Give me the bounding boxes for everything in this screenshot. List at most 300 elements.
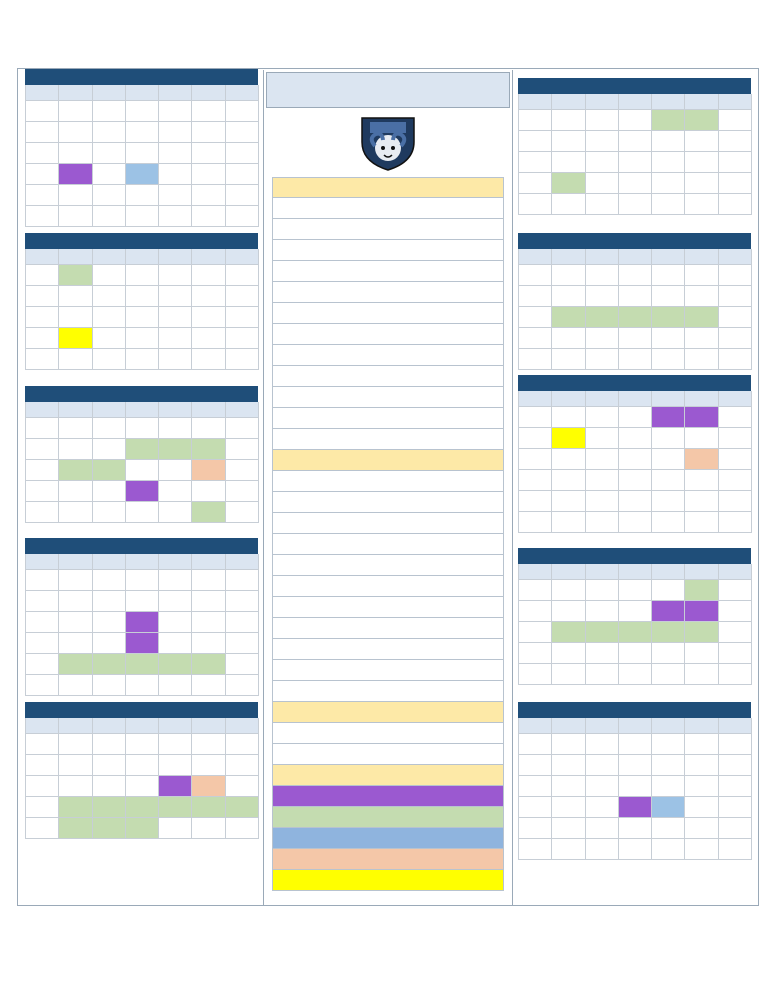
day-cell xyxy=(192,633,225,654)
day-cell xyxy=(685,470,718,491)
day-cell xyxy=(226,143,259,164)
day-cell xyxy=(552,173,585,194)
day-cell xyxy=(126,591,159,612)
day-cell xyxy=(652,349,685,370)
day-cell xyxy=(719,601,752,622)
day-cell xyxy=(619,131,652,152)
day-cell xyxy=(93,265,126,286)
day-cell xyxy=(126,286,159,307)
day-cell xyxy=(685,428,718,449)
weekday-header xyxy=(226,85,259,101)
month-grid xyxy=(25,249,258,370)
day-cell xyxy=(519,818,552,839)
students-count xyxy=(272,723,504,744)
day-cell xyxy=(93,286,126,307)
weekday-header xyxy=(586,564,619,580)
day-cell xyxy=(126,776,159,797)
day-cell xyxy=(586,131,619,152)
day-cell xyxy=(59,265,92,286)
day-cell xyxy=(552,622,585,643)
school-day-count xyxy=(226,818,259,839)
day-cell xyxy=(159,818,192,839)
day-cell xyxy=(226,164,259,185)
day-cell xyxy=(652,734,685,755)
day-cell xyxy=(519,664,552,685)
day-cell xyxy=(226,418,259,439)
day-cell xyxy=(619,622,652,643)
day-cell xyxy=(126,797,159,818)
day-cell xyxy=(619,839,652,860)
month-title xyxy=(25,233,258,249)
day-cell xyxy=(26,502,59,523)
day-cell xyxy=(619,349,652,370)
day-cell xyxy=(93,439,126,460)
day-cell xyxy=(59,122,92,143)
day-cell xyxy=(619,173,652,194)
day-cell xyxy=(192,185,225,206)
day-cell xyxy=(586,818,619,839)
day-cell xyxy=(652,449,685,470)
day-cell xyxy=(226,797,259,818)
day-cell xyxy=(586,601,619,622)
day-cell xyxy=(552,152,585,173)
day-cell xyxy=(93,755,126,776)
day-cell xyxy=(719,734,752,755)
day-cell xyxy=(59,307,92,328)
weekday-header xyxy=(59,249,92,265)
important-date-item xyxy=(272,366,504,387)
day-cell xyxy=(652,428,685,449)
day-cell xyxy=(93,675,126,696)
day-cell xyxy=(685,110,718,131)
day-cell xyxy=(26,633,59,654)
day-cell xyxy=(519,512,552,533)
important-date-item xyxy=(272,240,504,261)
day-cell xyxy=(93,776,126,797)
school-year-banner xyxy=(266,72,510,108)
day-cell xyxy=(59,439,92,460)
day-cell xyxy=(93,591,126,612)
day-cell xyxy=(586,512,619,533)
day-cell xyxy=(159,143,192,164)
day-cell xyxy=(159,286,192,307)
day-cell xyxy=(552,818,585,839)
day-cell xyxy=(26,460,59,481)
day-cell xyxy=(26,101,59,122)
month-calendar xyxy=(518,233,751,370)
day-cell xyxy=(126,633,159,654)
no-school-item xyxy=(272,618,504,639)
weekday-header xyxy=(719,718,752,734)
weekday-header xyxy=(93,554,126,570)
day-cell xyxy=(719,152,752,173)
weekday-header xyxy=(652,718,685,734)
month-grid xyxy=(25,402,258,523)
day-cell xyxy=(59,418,92,439)
day-cell xyxy=(59,101,92,122)
day-cell xyxy=(126,418,159,439)
day-cell xyxy=(619,428,652,449)
day-cell xyxy=(719,491,752,512)
day-cell xyxy=(59,797,92,818)
school-day-count xyxy=(719,664,752,685)
day-cell xyxy=(652,818,685,839)
weekday-header xyxy=(685,249,718,265)
month-title xyxy=(518,375,751,391)
day-cell xyxy=(519,643,552,664)
day-cell xyxy=(586,839,619,860)
day-cell xyxy=(126,755,159,776)
weekday-header xyxy=(652,391,685,407)
day-cell xyxy=(685,601,718,622)
important-date-item xyxy=(272,261,504,282)
day-cell xyxy=(192,328,225,349)
day-cell xyxy=(652,512,685,533)
day-cell xyxy=(26,418,59,439)
day-cell xyxy=(552,470,585,491)
day-cell xyxy=(586,194,619,215)
month-grid xyxy=(25,554,258,696)
day-cell xyxy=(619,797,652,818)
day-cell xyxy=(552,797,585,818)
day-cell xyxy=(159,734,192,755)
day-cell xyxy=(226,654,259,675)
day-cell xyxy=(619,470,652,491)
day-cell xyxy=(93,307,126,328)
day-cell xyxy=(619,265,652,286)
day-cell xyxy=(192,591,225,612)
day-cell xyxy=(652,839,685,860)
day-cell xyxy=(226,776,259,797)
month-calendar xyxy=(518,702,751,860)
month-title xyxy=(25,386,258,402)
day-cell xyxy=(192,818,225,839)
day-cell xyxy=(685,797,718,818)
day-cell xyxy=(159,307,192,328)
day-cell xyxy=(226,265,259,286)
day-cell xyxy=(719,173,752,194)
day-cell xyxy=(226,122,259,143)
day-cell xyxy=(59,591,92,612)
day-cell xyxy=(26,328,59,349)
day-cell xyxy=(652,622,685,643)
day-cell xyxy=(192,570,225,591)
school-day-count xyxy=(226,675,259,696)
day-cell xyxy=(652,173,685,194)
day-cell xyxy=(619,152,652,173)
day-cell xyxy=(159,265,192,286)
no-school-item xyxy=(272,660,504,681)
day-cell xyxy=(652,328,685,349)
day-cell xyxy=(619,194,652,215)
day-cell xyxy=(586,734,619,755)
day-cell xyxy=(26,654,59,675)
day-cell xyxy=(685,622,718,643)
weekday-header xyxy=(519,718,552,734)
day-cell xyxy=(719,110,752,131)
day-cell xyxy=(552,449,585,470)
month-title xyxy=(518,702,751,718)
day-cell xyxy=(685,131,718,152)
day-cell xyxy=(159,439,192,460)
day-cell xyxy=(519,491,552,512)
no-school-heading xyxy=(272,450,504,471)
weekday-header xyxy=(685,564,718,580)
weekday-header xyxy=(719,564,752,580)
day-cell xyxy=(719,328,752,349)
day-cell xyxy=(26,122,59,143)
day-cell xyxy=(619,755,652,776)
day-cell xyxy=(126,101,159,122)
no-school-item xyxy=(272,576,504,597)
day-cell xyxy=(159,328,192,349)
day-cell xyxy=(652,194,685,215)
day-cell xyxy=(93,734,126,755)
day-cell xyxy=(619,286,652,307)
day-cell xyxy=(126,164,159,185)
month-grid xyxy=(518,718,751,860)
day-cell xyxy=(719,470,752,491)
day-cell xyxy=(192,439,225,460)
day-cell xyxy=(719,428,752,449)
day-cell xyxy=(126,143,159,164)
day-cell xyxy=(685,449,718,470)
weekday-header xyxy=(719,391,752,407)
day-cell xyxy=(59,481,92,502)
weekday-header xyxy=(226,402,259,418)
weekday-header xyxy=(59,402,92,418)
day-cell xyxy=(226,755,259,776)
day-cell xyxy=(126,502,159,523)
weekday-header xyxy=(519,564,552,580)
day-cell xyxy=(93,570,126,591)
day-cell xyxy=(26,481,59,502)
day-cell xyxy=(519,580,552,601)
bible-verse xyxy=(17,923,757,946)
day-cell xyxy=(719,131,752,152)
day-cell xyxy=(619,407,652,428)
day-cell xyxy=(226,612,259,633)
key-item xyxy=(272,849,504,870)
day-cell xyxy=(26,143,59,164)
day-cell xyxy=(619,491,652,512)
weekday-header xyxy=(652,564,685,580)
weekday-header xyxy=(26,718,59,734)
day-cell xyxy=(126,818,159,839)
day-cell xyxy=(519,173,552,194)
day-cell xyxy=(159,418,192,439)
day-cell xyxy=(552,839,585,860)
day-cell xyxy=(192,654,225,675)
month-calendar xyxy=(25,538,258,696)
day-cell xyxy=(93,185,126,206)
day-cell xyxy=(226,460,259,481)
day-cell xyxy=(652,407,685,428)
important-date-item xyxy=(272,198,504,219)
day-cell xyxy=(519,286,552,307)
day-cell xyxy=(126,206,159,227)
day-cell xyxy=(552,328,585,349)
day-cell xyxy=(159,349,192,370)
day-cell xyxy=(59,164,92,185)
day-cell xyxy=(159,460,192,481)
month-calendar xyxy=(25,386,258,523)
day-cell xyxy=(685,328,718,349)
day-cell xyxy=(719,194,752,215)
day-cell xyxy=(586,328,619,349)
day-cell xyxy=(59,206,92,227)
important-dates-heading xyxy=(272,177,504,198)
day-cell xyxy=(93,349,126,370)
day-cell xyxy=(93,122,126,143)
day-cell xyxy=(652,643,685,664)
day-cell xyxy=(126,570,159,591)
day-cell xyxy=(93,206,126,227)
weekday-header xyxy=(26,85,59,101)
day-cell xyxy=(685,194,718,215)
day-cell xyxy=(519,776,552,797)
weekday-header xyxy=(126,554,159,570)
day-cell xyxy=(192,502,225,523)
day-cell xyxy=(619,664,652,685)
day-cell xyxy=(59,612,92,633)
day-cell xyxy=(159,164,192,185)
day-cell xyxy=(159,633,192,654)
day-cell xyxy=(652,776,685,797)
day-cell xyxy=(126,734,159,755)
weekday-header xyxy=(519,249,552,265)
day-cell xyxy=(552,286,585,307)
day-cell xyxy=(519,131,552,152)
month-calendar xyxy=(518,548,751,685)
day-cell xyxy=(685,643,718,664)
day-cell xyxy=(519,152,552,173)
day-cell xyxy=(652,470,685,491)
day-cell xyxy=(192,307,225,328)
day-cell xyxy=(519,797,552,818)
day-cell xyxy=(226,185,259,206)
day-cell xyxy=(159,776,192,797)
day-cell xyxy=(619,449,652,470)
day-cell xyxy=(126,481,159,502)
day-cell xyxy=(59,776,92,797)
day-cell xyxy=(192,776,225,797)
day-cell xyxy=(552,265,585,286)
day-cell xyxy=(59,286,92,307)
day-cell xyxy=(93,418,126,439)
day-cell xyxy=(552,407,585,428)
day-cell xyxy=(26,286,59,307)
weekday-header xyxy=(586,718,619,734)
weekday-header xyxy=(552,564,585,580)
day-cell xyxy=(192,797,225,818)
day-cell xyxy=(519,265,552,286)
day-cell xyxy=(586,755,619,776)
no-school-item xyxy=(272,639,504,660)
weekday-header xyxy=(619,391,652,407)
day-cell xyxy=(192,101,225,122)
day-cell xyxy=(226,481,259,502)
month-title xyxy=(518,233,751,249)
weekday-header xyxy=(586,249,619,265)
weekday-header xyxy=(126,402,159,418)
day-cell xyxy=(685,580,718,601)
day-cell xyxy=(586,664,619,685)
weekday-header xyxy=(192,85,225,101)
day-cell xyxy=(59,734,92,755)
day-cell xyxy=(719,449,752,470)
weekday-header xyxy=(159,718,192,734)
day-cell xyxy=(685,664,718,685)
day-cell xyxy=(59,143,92,164)
weekday-header xyxy=(126,85,159,101)
day-cell xyxy=(192,265,225,286)
day-cell xyxy=(26,185,59,206)
no-school-item xyxy=(272,597,504,618)
day-cell xyxy=(126,349,159,370)
day-cell xyxy=(685,152,718,173)
weekday-header xyxy=(619,94,652,110)
month-calendar xyxy=(25,233,258,370)
day-cell xyxy=(126,307,159,328)
day-cell xyxy=(519,622,552,643)
important-date-item xyxy=(272,303,504,324)
month-calendar xyxy=(25,69,258,227)
important-date-item xyxy=(272,282,504,303)
key-item xyxy=(272,828,504,849)
day-cell xyxy=(226,286,259,307)
key-item xyxy=(272,807,504,828)
no-school-item xyxy=(272,513,504,534)
important-dates-list xyxy=(272,177,504,891)
day-cell xyxy=(519,839,552,860)
day-cell xyxy=(685,839,718,860)
day-cell xyxy=(719,265,752,286)
weekday-header xyxy=(519,94,552,110)
day-cell xyxy=(26,612,59,633)
day-cell xyxy=(59,460,92,481)
day-cell xyxy=(226,633,259,654)
month-calendar xyxy=(518,375,751,533)
day-cell xyxy=(685,734,718,755)
day-cell xyxy=(59,349,92,370)
day-cell xyxy=(586,307,619,328)
day-cell xyxy=(685,173,718,194)
day-cell xyxy=(59,654,92,675)
day-cell xyxy=(159,654,192,675)
day-cell xyxy=(226,591,259,612)
weekday-header xyxy=(552,249,585,265)
day-cell xyxy=(226,439,259,460)
day-cell xyxy=(26,776,59,797)
day-cell xyxy=(192,143,225,164)
weekday-header xyxy=(652,94,685,110)
day-cell xyxy=(59,818,92,839)
day-cell xyxy=(59,328,92,349)
day-cell xyxy=(159,185,192,206)
day-cell xyxy=(685,776,718,797)
day-cell xyxy=(226,570,259,591)
weekday-header xyxy=(619,718,652,734)
no-school-item xyxy=(272,681,504,702)
no-school-item xyxy=(272,492,504,513)
weekday-header xyxy=(719,94,752,110)
day-cell xyxy=(226,734,259,755)
day-cell xyxy=(586,470,619,491)
day-cell xyxy=(619,580,652,601)
day-cell xyxy=(619,307,652,328)
day-cell xyxy=(685,818,718,839)
